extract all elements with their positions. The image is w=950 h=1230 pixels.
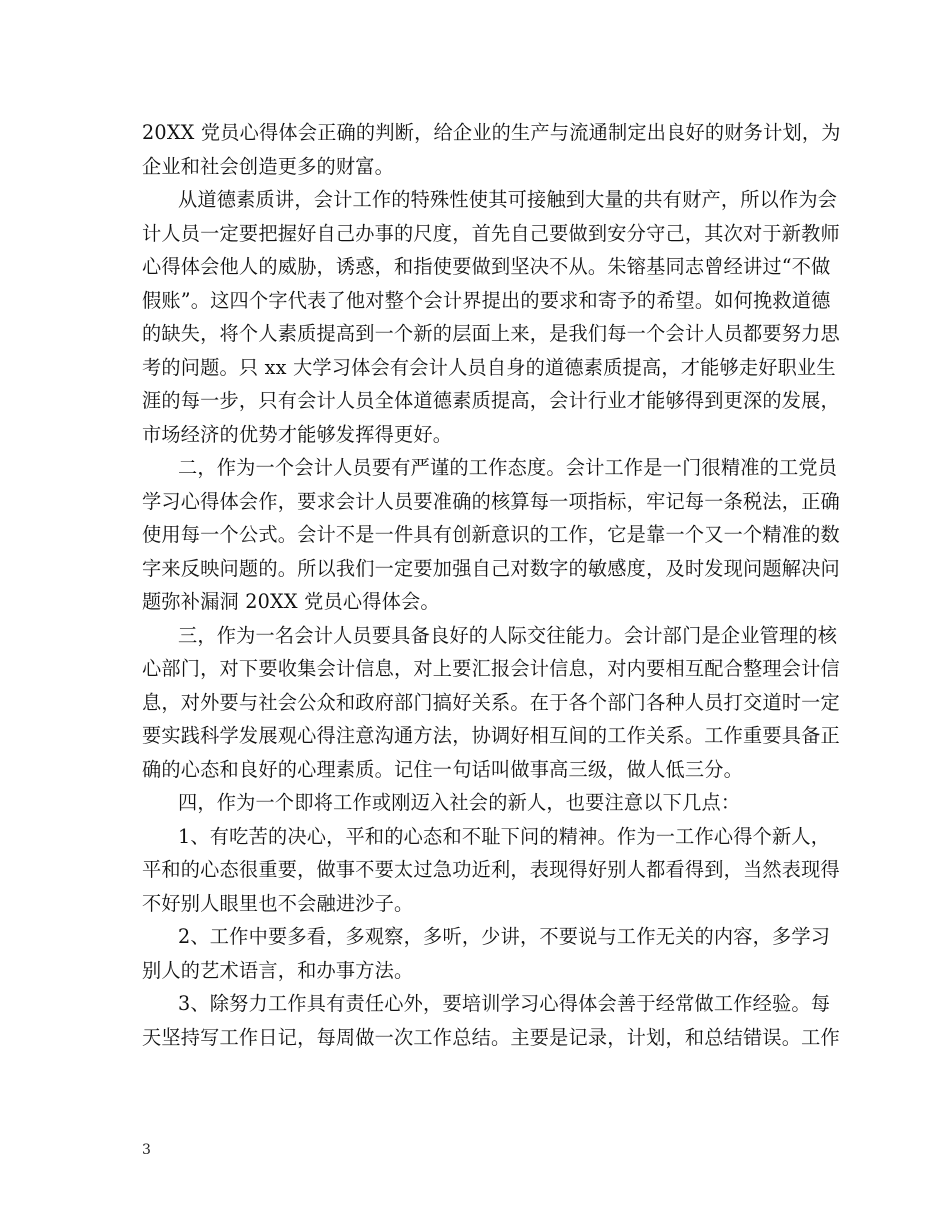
text-line: 息，对外要与社会公众和政府部门搞好关系。在于各个部门各种人员打交道时一定 [142,690,840,714]
text-line: 平和的心态很重要，做事不要太过急功近利，表现得好别人都看得到，当然表现得 [142,858,840,881]
text-line: 2、工作中要多看，多观察，多听，少讲，不要说与工作无关的内容，多学习 [178,925,831,948]
text-line: 二，作为一个会计人员要有严谨的工作态度。会计工作是一门很精准的工党员 [178,456,838,479]
text-line: 的缺失，将个人素质提高到一个新的层面上来，是我们每一个会计人员都要努力思 [142,322,840,345]
text-line: 从道德素质讲，会计工作的特殊性使其可接触到大量的共有财产，所以作为会 [178,188,838,211]
text-line: 企业和社会创造更多的财富。 [142,154,395,178]
text-line: 别人的艺术语言，和办事方法。 [142,958,414,982]
page-number: 3 [142,1142,151,1158]
text-line: 20XX 党员心得体会正确的判断，给企业的生产与流通制定出良好的财务计划，为 [142,121,841,144]
text-line: 题弥补漏洞 20XX 党员心得体会。 [142,590,440,613]
text-line: 四，作为一个即将工作或刚迈入社会的新人，也要注意以下几点： [178,791,741,814]
body-text [142,116,841,1054]
text-line: 市场经济的优势才能够发挥得更好。 [142,422,453,446]
text-line: 不好别人眼里也不会融进沙子。 [142,891,414,915]
text-line: 考的问题。只 xx 大学习体会有会计人员自身的道德素质提高，才能够走好职业生 [142,355,836,379]
text-line: 使用每一个公式。会计不是一件具有创新意识的工作，它是靠一个又一个精准的数 [142,523,840,546]
text-line: 学习心得体会作，要求会计人员要准确的核算每一项指标，牢记每一条税法，正确 [142,489,840,513]
text-line: 1、有吃苦的决心，平和的心态和不耻下问的精神。作为一工作心得个新人， [178,824,831,848]
text-line: 3、除努力工作具有责任心外，要培训学习心得体会善于经常做工作经验。每 [178,992,831,1015]
text-line: 心得体会他人的威胁，诱惑，和指使要做到坚决不从。朱镕基同志曾经讲过“不做 [142,255,831,278]
text-line: 计人员一定要把握好自己办事的尺度，首先自己要做到安分守己，其次对于新教师 [142,221,840,245]
text-line: 三，作为一名会计人员要具备良好的人际交往能力。会计部门是企业管理的核 [178,623,838,647]
text-line: 字来反映问题的。所以我们一定要加强自己对数字的敏感度，及时发现问题解决问 [142,556,840,580]
text-line: 心部门，对下要收集会计信息，对上要汇报会计信息，对内要相互配合整理会计信 [142,657,840,680]
text-line: 假账”。这四个字代表了他对整个会计界提出的要求和寄予的希望。如何挽救道德 [142,288,831,312]
text-line: 天坚持写工作日记，每周做一次工作总结。主要是记录，计划，和总结错误。工作 [142,1025,840,1049]
text-line: 确的心态和良好的心理素质。记住一句话叫做事高三级，做人低三分。 [142,757,744,781]
text-line: 要实践科学发展观心得注意沟通方法，协调好相互间的工作关系。工作重要具备正 [142,724,840,747]
text-line: 涯的每一步，只有会计人员全体道德素质提高，会计行业才能够得到更深的发展， [142,389,840,412]
